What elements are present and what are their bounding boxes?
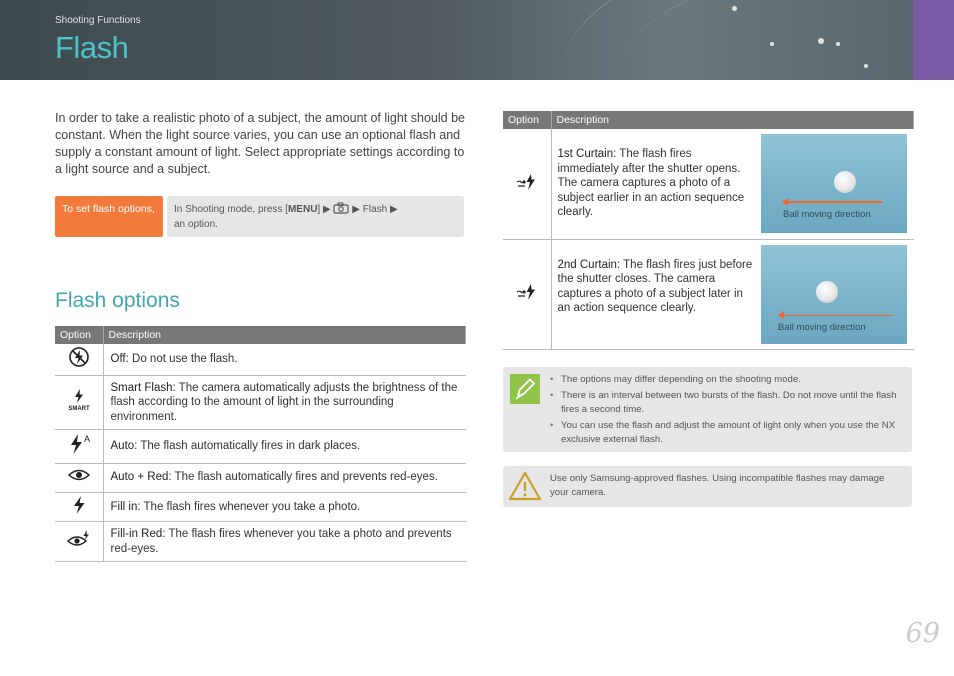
option-name: Auto [110,440,135,452]
howto-prefix: In Shooting mode, press [ [174,204,288,215]
arrow-icon: ▶ [389,204,398,215]
first-curtain-icon [515,173,539,191]
arrow-icon: ▶ [322,204,331,215]
camera-settings-icon [333,202,349,214]
header-sparkle [770,42,774,46]
flash-options-table [55,326,466,562]
howto-end: an option. [174,219,218,230]
warning-icon [508,470,542,502]
page-header [0,0,954,80]
table-header-row [503,111,914,129]
option-name: Fill-in Red [110,528,163,540]
note-item: • The options may differ depending on the shooting mode. [550,373,906,387]
smart-flash-icon [66,388,92,412]
ball-image [834,171,856,193]
flash-fill-icon [70,495,88,515]
option-description: : The camera automatically adjusts the brightness of the flash according to the amount of light in the surrounding environment. [110,381,458,423]
option-description: : The flash fires just before the shutter closes. The camera captures a photo of a subject later in an action sequence clearly. [557,258,753,314]
table-row [55,344,466,375]
table-row [55,522,466,562]
header-sparkle [864,64,868,68]
ball-motion-photo [761,245,907,344]
howto-flash: Flash [362,204,388,215]
table-row [503,129,914,239]
option-name: Auto + Red [110,471,169,484]
table-row [503,239,914,349]
option-description: : Do not use the flash. [125,353,238,365]
column-header-description: Description [103,326,466,344]
note-list [550,373,906,449]
flash-off-icon [68,346,90,368]
ball-motion-photo [761,134,907,233]
second-curtain-icon [515,283,539,301]
option-name: Smart Flash [110,381,173,394]
table-row [55,375,466,430]
warning-box [503,466,912,507]
option-name: Off [110,353,126,365]
arrow-icon: ▶ [352,204,360,215]
flash-auto-icon [66,432,92,456]
red-eye-icon [67,467,91,483]
curtain-options-table [503,111,914,350]
table-row [55,430,466,464]
option-description: : The flash fires immediately after the shutter opens. The camera captures a photo of a subject earlier in an action sequence clearly. [557,148,745,218]
flash-options-title: Flash options [55,289,180,312]
fill-in-red-icon [66,529,92,549]
header-sparkle [818,38,824,44]
warning-text: Use only Samsung-approved flashes. Using incompatible flashes may damage your camera. [550,473,885,498]
page-title: Flash [55,30,129,65]
column-header-option: Option [55,326,103,344]
direction-arrow [783,315,893,317]
option-name: 1st Curtain [557,148,614,160]
table-row [55,492,466,522]
section-label: Shooting Functions [55,15,141,26]
note-item: • There is an interval between two bursts of the flash. Do not move until the flash fires a second time. [550,389,906,417]
table-row [55,463,466,492]
note-box [503,367,912,452]
option-name: 2nd Curtain [557,258,617,271]
chapter-tab [913,0,954,80]
photo-caption: Ball moving direction [783,209,871,221]
howto-bracket: ] [317,204,321,215]
option-description: : The flash automatically fires and prevents red-eyes. [168,471,438,484]
menu-key: MENU [287,204,318,215]
page-number: 69 [905,618,940,649]
howto-box [55,196,465,237]
direction-arrow [787,201,882,203]
column-header-option: Option [503,111,551,129]
howto-steps [167,196,464,237]
table-header-row [55,326,466,344]
intro-paragraph: In order to take a realistic photo of a subject, the amount of light should be constant. When the light source varies, you can use an optional flash and supply a constant amount of light. Select appropriate settings according to a light source and a subject. [55,111,465,176]
ball-image [816,281,838,303]
howto-tag: To set flash options, [55,196,163,237]
smart-flash-icon-label: SMART [68,406,90,412]
flash-auto-icon-label: A [83,434,90,444]
photo-caption: Ball moving direction [778,321,866,333]
column-header-description: Description [551,111,914,129]
note-item: • You can use the flash and adjust the amount of light only when you use the NX exclusive external flash. [550,419,906,447]
option-description: : The flash fires whenever you take a photo and prevents red-eyes. [110,528,452,555]
header-sparkle [836,42,840,46]
header-sparkle [732,6,737,11]
option-description: : The flash automatically fires in dark places. [134,440,361,452]
pen-note-icon [510,374,540,404]
option-name: Fill in [110,500,138,513]
option-description: : The flash fires whenever you take a photo. [137,500,361,513]
